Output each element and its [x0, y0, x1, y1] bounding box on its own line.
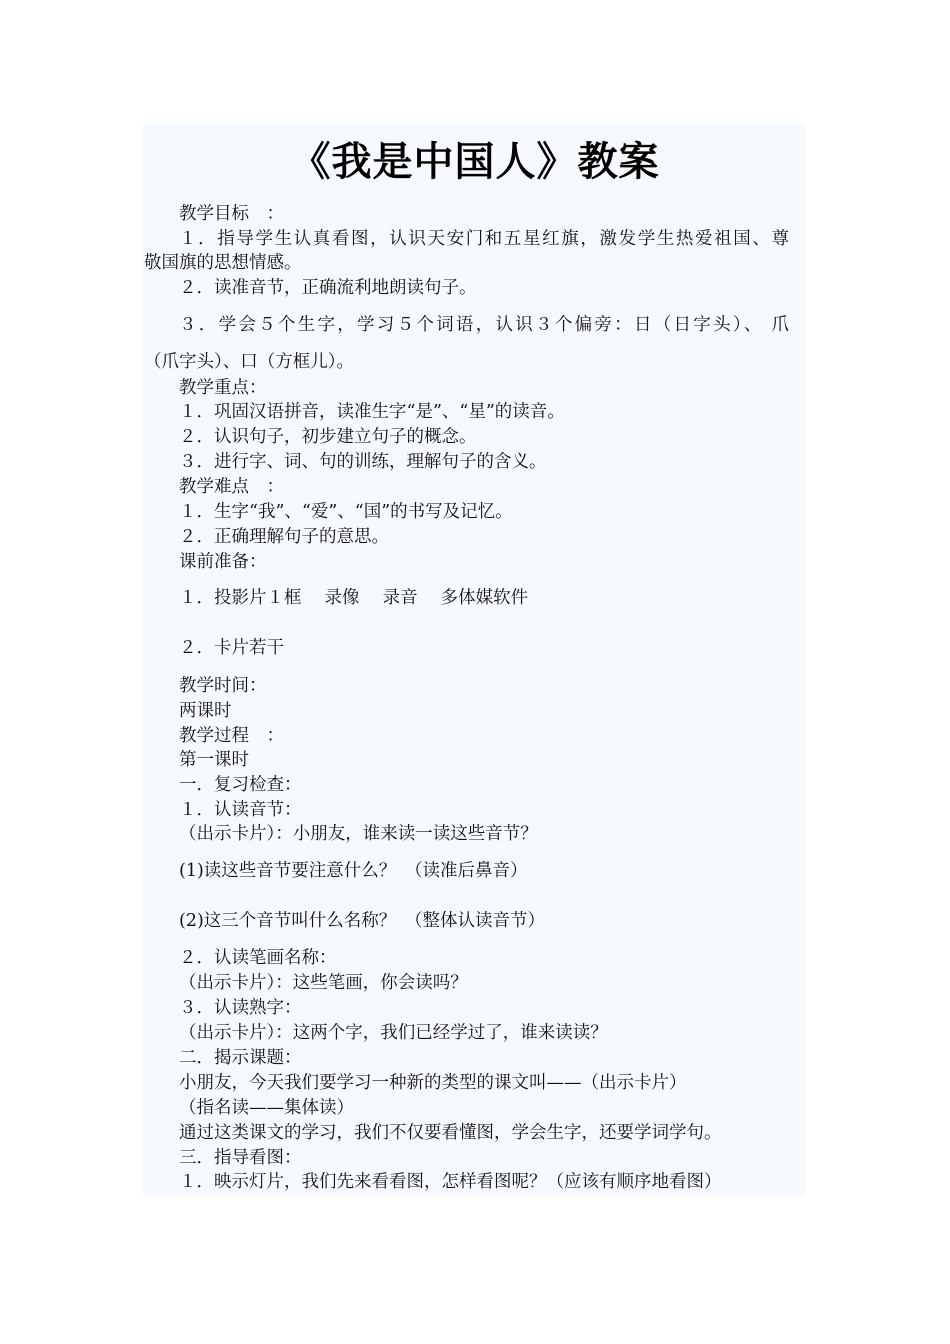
paragraph-line: ２．正确理解句子的意思。	[179, 527, 389, 547]
paragraph-line: 通过这类课文的学习，我们不仅要看懂图，学会生字，还要学词学句。	[179, 1123, 722, 1143]
paragraph-line: （指名读——集体读）	[179, 1098, 354, 1118]
paragraph-line: （出示卡片）：小朋友，谁来读一读这些音节？	[179, 824, 538, 844]
paragraph-line: （爪字头）、口（方框儿）。	[144, 352, 354, 372]
paragraph-line: ３．学会５个生字，学习５个词语，认识３个偏旁：日（日字头）、 爪	[179, 315, 789, 335]
paragraph-line: １．投影片１框 录像 录音 多体媒软件	[179, 588, 529, 608]
paragraph-line: ２．读准音节，正确流利地朗读句子。	[179, 278, 477, 298]
paragraph-line: 小朋友，今天我们要学习一种新的类型的课文叫——（出示卡片）	[179, 1073, 687, 1093]
paragraph-line: （出示卡片）：这两个字，我们已经学过了，谁来读读？	[179, 1023, 608, 1043]
heading-preparation: 课前准备：	[179, 552, 267, 572]
paragraph-line: (2)这三个音节叫什么名称？ （整体认读音节）	[179, 911, 546, 931]
paragraph-line: ２．认识句子，初步建立句子的概念。	[179, 427, 477, 447]
document-title: 《我是中国人》教案	[290, 139, 660, 185]
paragraph-line: ３．认读熟字：	[179, 998, 302, 1018]
paragraph-line: 两课时	[179, 701, 232, 721]
paragraph-line: 敬国旗的思想情感。	[144, 253, 302, 273]
heading-teaching-process: 教学过程 ：	[179, 726, 284, 746]
section-heading: 一．复习检查：	[179, 775, 302, 795]
heading-first-lesson: 第一课时	[179, 750, 249, 770]
paragraph-line: ３．进行字、词、句的训练，理解句子的含义。	[179, 452, 547, 472]
heading-difficult-points: 教学难点 ：	[179, 477, 284, 497]
heading-teaching-time: 教学时间：	[179, 676, 267, 696]
section-heading: 三．指导看图：	[179, 1148, 302, 1168]
paragraph-line: １．指导学生认真看图，认识天安门和五星红旗，激发学生热爱祖国、尊	[179, 229, 789, 249]
section-heading: 二．揭示课题：	[179, 1048, 302, 1068]
heading-key-points: 教学重点：	[179, 378, 267, 398]
paragraph-line: １．映示灯片，我们先来看看图，怎样看图呢？（应该有顺序地看图）	[179, 1172, 722, 1192]
heading-teaching-goals: 教学目标 ：	[179, 204, 284, 224]
paragraph-line: (1)读这些音节要注意什么？ （读准后鼻音）	[179, 861, 528, 881]
paragraph-line: １．认读音节：	[179, 800, 302, 820]
paragraph-line: １．巩固汉语拼音，读准生字“是”、“星”的读音。	[179, 402, 565, 422]
paragraph-line: （出示卡片）：这些笔画，你会读吗？	[179, 973, 468, 993]
paragraph-line: ２．认读笔画名称：	[179, 948, 337, 968]
paragraph-line: ２．卡片若干	[179, 638, 284, 658]
paragraph-line: １．生字“我”、“爱”、“国”的书写及记忆。	[179, 502, 513, 522]
